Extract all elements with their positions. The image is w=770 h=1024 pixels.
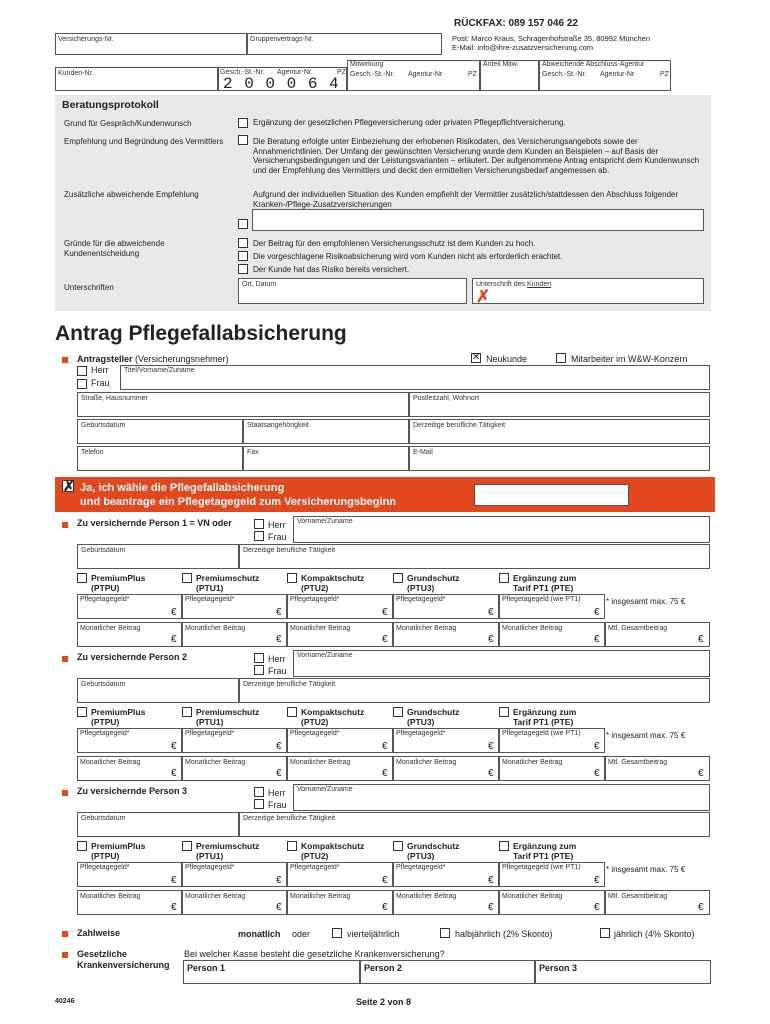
person1-tariff5-monatlich-field[interactable] [499,622,605,647]
person2-frau-checkbox[interactable] [254,665,264,675]
beratung-row4-opt2-checkbox[interactable] [238,251,248,261]
zahlweise-vierteljaehrlich-label: vierteljährlich [347,929,400,939]
person2-tariff3-monatlich-label: Monatlicher Beitrag [290,759,351,766]
ort-datum-field[interactable]: Ort, Datum [238,278,467,304]
person1-tariff3-monatlich-field[interactable] [287,622,393,647]
beratung-row2-text: Die Beratung erfolgte unter Einbeziehung der erhobenen Risikodaten, des Versicherungsangebots sowie der Annahmerichtlinien. Der Umfang der gewünschten Versicherung wurde dem Kunden an Beispielen – auf Basis der Versicherungsbedingungen und der Leistungsvarianten – erläutert. Der aufgenommene Antrag entspricht dem Kundenwunsch und der Empfehlung des Vermittlers und deckt den ermittelten Versicherungsbedarf angemessen ab. [253,137,700,175]
person3-tariff3-monatlich-label: Monatlicher Beitrag [290,893,351,900]
person3-geburtsdatum-label: Geburtsdatum [81,815,126,822]
beratung-row1-text: Ergänzung der gesetzlichen Pflegeversicherung oder privaten Pflegepflichtversicherung. [253,118,566,127]
person3-tariff1-euro2: € [171,902,177,913]
zahlweise-jaehrlich-checkbox[interactable] [600,928,610,938]
person3-tariff1-monatlich-field[interactable] [77,890,182,915]
footer-code: 40246 [55,998,75,1005]
person3-tariff1-monatlich-label: Monatlicher Beitrag [80,893,141,900]
banner-text: Ja, ich wähle die Pflegefallabsicherung und beantrage ein Pflegetagegeld zum Versicherungsbeginn [80,482,397,508]
person1-tariff1-monatlich-field[interactable] [77,622,182,647]
beratung-row3-input[interactable] [252,209,704,231]
person2-geburtsdatum-label: Geburtsdatum [81,681,126,688]
person2-tariff3-pflegetagegeld-label: Pflegetagegeld* [290,730,340,737]
person2-tariff2-euro1: € [276,741,282,752]
mitarbeiter-checkbox[interactable] [556,353,566,363]
person3-tariff2-pflegetagegeld-label: Pflegetagegeld* [185,864,235,871]
person2-tariff4-monatlich-label: Monatlicher Beitrag [396,759,457,766]
person2-gesamtbeitrag-label: Mtl. Gesamtbeitrag [608,759,668,766]
fax-number: RÜCKFAX: 089 157 046 22 [454,18,578,29]
person3-title: Zu versichernde Person 3 [77,786,188,796]
person3-tariff1-label: PremiumPlus (PTPU) [91,841,146,861]
strasse-field[interactable]: Straße, Hausnummer [77,392,409,417]
person1-tariff2-euro2: € [276,634,282,645]
person3-tariff3-label: Kompaktschutz (PTU2) [301,841,365,861]
unterschrift-field[interactable]: Unterschrift des Kunden ✗ [472,278,704,304]
person1-tariff2-pflegetagegeld-field[interactable] [182,594,287,619]
antragsteller-herr-label: Herr [91,365,109,375]
fax-field[interactable]: Fax [243,446,409,471]
person3-tariff2-monatlich-label: Monatlicher Beitrag [185,893,246,900]
person2-tariff3-checkbox[interactable] [287,707,297,717]
gkv-person1-field[interactable]: Person 1 [183,960,360,984]
person3-tariff1-euro1: € [171,875,177,886]
person1-herr-label: Herr [268,520,286,530]
person2-tariff1-pflegetagegeld-label: Pflegetagegeld* [80,730,130,737]
person3-tariff2-euro1: € [276,875,282,886]
beratung-row4-opt3-checkbox[interactable] [238,264,248,274]
zahlweise-oder: oder [292,929,311,939]
beratung-row2-label: Empfehlung und Begründung des Vermittlers [64,137,224,146]
person2-tariff5-monatlich-field[interactable] [499,756,605,781]
gkv-label: Gesetzliche Krankenversicherung [77,949,170,970]
gkv-question: Bei welcher Kasse besteht die gesetzliche Krankenversicherung? [184,949,445,959]
person1-geburtsdatum-field[interactable] [77,544,239,569]
person3-tariff2-label: Premiumschutz (PTU1) [196,841,260,861]
person1-tariff4-monatlich-field[interactable] [393,622,499,647]
person2-tariff4-pflegetagegeld-field[interactable] [393,728,499,753]
person1-frau-checkbox[interactable] [254,531,264,541]
person2-tariff2-monatlich-label: Monatlicher Beitrag [185,759,246,766]
person3-tariff5-pflegetagegeld-field[interactable] [499,862,605,887]
beratung-row5-label: Unterschriften [64,283,114,292]
beratung-row3-checkbox[interactable] [238,219,248,229]
person2-tariff5-euro1: € [594,741,600,752]
gkv-person2-field[interactable]: Person 2 [360,960,535,984]
person3-tariff4-label: Grundschutz (PTU3) [407,841,460,861]
person3-tariff3-euro1: € [382,875,388,886]
person1-tariff5-monatlich-label: Monatlicher Beitrag [502,625,563,632]
person2-tariff2-monatlich-field[interactable] [182,756,287,781]
person2-bullet [62,655,68,664]
person3-herr-checkbox[interactable] [254,787,264,797]
zahlweise-label: Zahlweise [77,928,121,938]
beratung-title: Beratungsprotokoll [62,99,159,111]
taetigkeit-field[interactable]: Derzeitige berufliche Tätigkeit [409,419,710,444]
mitwirkung-field[interactable]: Mitwirkung Gesch.-St.-Nr. Agentur-Nr. PZ [347,60,480,91]
email-field[interactable]: E-Mail [409,446,710,471]
person1-name-label: Vorname/Zuname [297,518,353,525]
antragsteller-name-field[interactable]: Titel/Vorname/Zuname [120,365,710,390]
gruppenvertrags-nr-field[interactable]: Gruppenvertrags-Nr. [247,33,442,55]
person1-herr-checkbox[interactable] [254,519,264,529]
beratung-row2-checkbox[interactable] [238,135,248,145]
person2-tariff2-label: Premiumschutz (PTU1) [196,707,260,727]
person2-tariff2-euro2: € [276,768,282,779]
beratung-row3-label: Zusätzliche abweichende Empfehlung [64,190,199,199]
person1-tariff3-checkbox[interactable] [287,573,297,583]
person3-name-label: Vorname/Zuname [297,786,353,793]
person2-herr-checkbox[interactable] [254,653,264,663]
anteil-field[interactable]: Anteil Mitw. [480,60,539,91]
person2-tariff1-pflegetagegeld-field[interactable] [77,728,182,753]
person2-geburtsdatum-field[interactable] [77,678,239,703]
person3-geburtsdatum-field[interactable] [77,812,239,837]
person2-taetigkeit-label: Derzeitige berufliche Tätigkeit [243,681,336,688]
person3-taetigkeit-label: Derzeitige berufliche Tätigkeit [243,815,336,822]
person1-tariff3-pflegetagegeld-label: Pflegetagegeld* [290,596,340,603]
person3-insgesamt-note: * insgesamt max. 75 € [606,865,686,874]
person2-tariff4-checkbox[interactable] [393,707,403,717]
person3-tariff5-euro2: € [594,902,600,913]
versicherungsbeginn-field[interactable] [474,484,629,506]
antragsteller-bullet [62,356,68,365]
person1-tariff4-pflegetagegeld-field[interactable] [393,594,499,619]
person2-herr-label: Herr [268,654,286,664]
person2-tariff1-label: PremiumPlus (PTPU) [91,707,146,727]
person3-frau-checkbox[interactable] [254,799,264,809]
person2-tariff4-pflegetagegeld-label: Pflegetagegeld* [396,730,446,737]
antragsteller-frau-label: Frau [91,378,110,388]
person1-tariff1-checkbox[interactable] [77,573,87,583]
person2-tariff2-checkbox[interactable] [182,707,192,717]
person2-tariff3-label: Kompaktschutz (PTU2) [301,707,365,727]
sign-mark: ✗ [476,287,491,306]
zahlweise-monatlich: monatlich [238,929,281,939]
antrag-title: Antrag Pflegefallabsicherung [55,322,347,345]
person2-tariff5-pflegetagegeld-field[interactable] [499,728,605,753]
person2-tariff3-pflegetagegeld-field[interactable] [287,728,393,753]
person3-herr-label: Herr [268,788,286,798]
person3-gesamtbeitrag-label: Mtl. Gesamtbeitrag [608,893,668,900]
person2-tariff4-monatlich-field[interactable] [393,756,499,781]
person1-tariff1-monatlich-label: Monatlicher Beitrag [80,625,141,632]
beratung-row3-text: Aufgrund der individuellen Situation des Kunden empfiehlt der Vermittler zusätzlich/stattdessen den Abschluss folgender Kranken-/Pflege-Zusatzversicherungen [253,190,679,209]
beratung-row4-opt2-text: Die vorgeschlagene Risikoabsicherung wird vom Kunden nicht als erforderlich erachtet. [253,252,563,261]
person1-tariff4-euro2: € [488,634,494,645]
page-number: Seite 2 von 8 [356,997,412,1007]
person1-tariff3-monatlich-label: Monatlicher Beitrag [290,625,351,632]
person2-tariff5-euro2: € [594,768,600,779]
person1-insgesamt-note: * insgesamt max. 75 € [606,597,686,606]
agent-code-field[interactable]: Gesch.-St.-Nr. Agentur-Nr. PZ 2 0 0 0 6 4 [218,67,347,91]
person1-tariff2-checkbox[interactable] [182,573,192,583]
beratung-row1-checkbox[interactable] [238,118,248,128]
person3-tariff5-euro1: € [594,875,600,886]
person3-tariff1-pflegetagegeld-field[interactable] [77,862,182,887]
versicherungs-nr-field[interactable]: Versicherungs-Nr. [55,33,247,55]
person2-tariff4-euro2: € [488,768,494,779]
person1-tariff3-label: Kompaktschutz (PTU2) [301,573,365,593]
person1-tariff1-euro2: € [171,634,177,645]
person3-name-field[interactable] [293,784,710,811]
person1-tariff2-monatlich-field[interactable] [182,622,287,647]
neukunde-checkbox[interactable]: ✕ [472,352,481,363]
email-address: E-Mail: info@ihre-zusatzversicherung.com [452,43,593,52]
person2-taetigkeit-field[interactable] [239,678,710,703]
person2-tariff1-monatlich-label: Monatlicher Beitrag [80,759,141,766]
person3-tariff1-checkbox[interactable] [77,841,87,851]
antragsteller-frau-checkbox[interactable] [77,379,87,389]
person1-tariff5-euro2: € [594,634,600,645]
person3-frau-label: Frau [268,800,287,810]
person3-gesamtbeitrag-field[interactable] [605,890,710,915]
telefon-field[interactable]: Telefon [77,446,243,471]
person1-taetigkeit-label: Derzeitige berufliche Tätigkeit [243,547,336,554]
person3-tariff4-checkbox[interactable] [393,841,403,851]
person1-tariff4-pflegetagegeld-label: Pflegetagegeld* [396,596,446,603]
person2-gesamtbeitrag-euro: € [698,768,704,779]
person2-tariff2-pflegetagegeld-label: Pflegetagegeld* [185,730,235,737]
gkv-bullet [62,951,68,960]
person2-tariff5-label: Ergänzung zum Tarif PT1 (PTE) [513,707,577,727]
person3-tariff4-pflegetagegeld-label: Pflegetagegeld* [396,864,446,871]
person3-tariff5-label: Ergänzung zum Tarif PT1 (PTE) [513,841,577,861]
person2-insgesamt-note: * insgesamt max. 75 € [606,731,686,740]
person3-tariff2-monatlich-field[interactable] [182,890,287,915]
person1-tariff3-pflegetagegeld-field[interactable] [287,594,393,619]
person3-tariff4-euro1: € [488,875,494,886]
person3-tariff2-checkbox[interactable] [182,841,192,851]
person1-bullet [62,521,68,530]
beratung-row4-label: Gründe für die abweichende Kundenentscheidung [64,239,165,258]
person1-tariff5-pflegetagegeld-field[interactable] [499,594,605,619]
plz-field[interactable]: Postleitzahl, Wohnort [409,392,710,417]
person1-gesamtbeitrag-euro: € [698,634,704,645]
person1-tariff1-pflegetagegeld-label: Pflegetagegeld* [80,596,130,603]
person1-tariff5-euro1: € [594,607,600,618]
person3-tariff2-euro2: € [276,902,282,913]
zahlweise-bullet [62,930,68,939]
person1-taetigkeit-field[interactable] [239,544,710,569]
person1-tariff1-pflegetagegeld-field[interactable] [77,594,182,619]
person3-tariff2-pflegetagegeld-field[interactable] [182,862,287,887]
kunden-nr-field[interactable]: Kunden-Nr. [55,67,218,91]
person3-tariff3-pflegetagegeld-field[interactable] [287,862,393,887]
person2-name-field[interactable] [293,650,710,677]
person2-tariff1-checkbox[interactable] [77,707,87,717]
person1-tariff4-monatlich-label: Monatlicher Beitrag [396,625,457,632]
gkv-person3-field[interactable]: Person 3 [535,960,711,984]
staatsangehoerigkeit-field[interactable]: Staatsangehörigkeit [243,419,409,444]
person3-tariff3-checkbox[interactable] [287,841,297,851]
person1-tariff3-euro2: € [382,634,388,645]
zahlweise-halbjaehrlich-checkbox[interactable] [440,928,450,938]
antragsteller-herr-checkbox[interactable] [77,366,87,376]
person3-tariff5-pflegetagegeld-label: Pflegetagegeld (wie PT1) [502,864,581,871]
person3-tariff4-euro2: € [488,902,494,913]
person2-tariff5-checkbox[interactable] [499,707,509,717]
person3-tariff5-monatlich-field[interactable] [499,890,605,915]
person2-tariff5-monatlich-label: Monatlicher Beitrag [502,759,563,766]
person3-tariff4-monatlich-label: Monatlicher Beitrag [396,893,457,900]
person2-tariff2-pflegetagegeld-field[interactable] [182,728,287,753]
person1-tariff5-label: Ergänzung zum Tarif PT1 (PTE) [513,573,577,593]
beratung-row4-opt1-text: Der Beitrag für den empfohlenen Versicherungsschutz ist dem Kunden zu hoch. [253,239,536,248]
person1-gesamtbeitrag-field[interactable] [605,622,710,647]
beratung-row4-opt3-text: Der Kunde hat das Risiko bereits versichert. [253,265,410,274]
person3-tariff3-pflegetagegeld-label: Pflegetagegeld* [290,864,340,871]
person1-tariff4-euro1: € [488,607,494,618]
neukunde-label: Neukunde [486,354,528,364]
person1-tariff2-monatlich-label: Monatlicher Beitrag [185,625,246,632]
person2-frau-label: Frau [268,666,287,676]
antragsteller-label: Antragsteller (Versicherungsnehmer) [77,354,229,364]
person1-frau-label: Frau [268,532,287,542]
person3-taetigkeit-field[interactable] [239,812,710,837]
person2-tariff4-euro1: € [488,741,494,752]
person3-tariff3-euro2: € [382,902,388,913]
beratung-row1-label: Grund für Gespräch/Kundenwunsch [64,119,192,128]
person3-bullet [62,789,68,798]
person2-tariff1-euro1: € [171,741,177,752]
beratung-row4-opt1-checkbox[interactable] [238,238,248,248]
person1-tariff1-label: PremiumPlus (PTPU) [91,573,146,593]
person2-tariff5-pflegetagegeld-label: Pflegetagegeld (wie PT1) [502,730,581,737]
person1-tariff2-euro1: € [276,607,282,618]
person1-tariff1-euro1: € [171,607,177,618]
person3-tariff5-checkbox[interactable] [499,841,509,851]
person1-tariff2-label: Premiumschutz (PTU1) [196,573,260,593]
person1-tariff5-pflegetagegeld-label: Pflegetagegeld (wie PT1) [502,596,581,603]
person2-tariff1-monatlich-field[interactable] [77,756,182,781]
person1-tariff3-euro1: € [382,607,388,618]
banner-checkbox[interactable]: ✗ [63,478,75,494]
person3-tariff3-monatlich-field[interactable] [287,890,393,915]
person1-name-field[interactable] [293,516,710,543]
person1-title: Zu versichernde Person 1 = VN oder [77,518,232,528]
person2-tariff3-euro1: € [382,741,388,752]
abweichende-agentur-field[interactable]: Abweichende Abschluss-Agentur Gesch.-St.-Nr. Agentur-Nr. PZ [539,60,671,91]
person2-title: Zu versichernde Person 2 [77,652,188,662]
person2-name-label: Vorname/Zuname [297,652,353,659]
person3-tariff4-pflegetagegeld-field[interactable] [393,862,499,887]
post-address: Post: Marco Kraus, Schragenhofstraße 35, 80992 München [452,34,651,43]
mitarbeiter-label: Mitarbeiter im W&W-Konzern [571,354,688,364]
person2-tariff3-euro2: € [382,768,388,779]
person3-gesamtbeitrag-euro: € [698,902,704,913]
person3-tariff1-pflegetagegeld-label: Pflegetagegeld* [80,864,130,871]
person3-tariff5-monatlich-label: Monatlicher Beitrag [502,893,563,900]
zahlweise-jaehrlich-label: jährlich (4% Skonto) [614,929,695,939]
person2-gesamtbeitrag-field[interactable] [605,756,710,781]
person2-tariff4-label: Grundschutz (PTU3) [407,707,460,727]
zahlweise-halbjaehrlich-label: halbjährlich (2% Skonto) [455,929,553,939]
person3-tariff4-monatlich-field[interactable] [393,890,499,915]
person1-tariff2-pflegetagegeld-label: Pflegetagegeld* [185,596,235,603]
agent-code: 2 0 0 0 6 4 [223,75,340,93]
zahlweise-vierteljaehrlich-checkbox[interactable] [332,928,342,938]
person1-tariff4-label: Grundschutz (PTU3) [407,573,460,593]
person1-tariff5-checkbox[interactable] [499,573,509,583]
person1-tariff4-checkbox[interactable] [393,573,403,583]
person1-gesamtbeitrag-label: Mtl. Gesamtbeitrag [608,625,668,632]
geburtsdatum-field[interactable]: Geburtsdatum [77,419,243,444]
person2-tariff1-euro2: € [171,768,177,779]
person1-geburtsdatum-label: Geburtsdatum [81,547,126,554]
person2-tariff3-monatlich-field[interactable] [287,756,393,781]
